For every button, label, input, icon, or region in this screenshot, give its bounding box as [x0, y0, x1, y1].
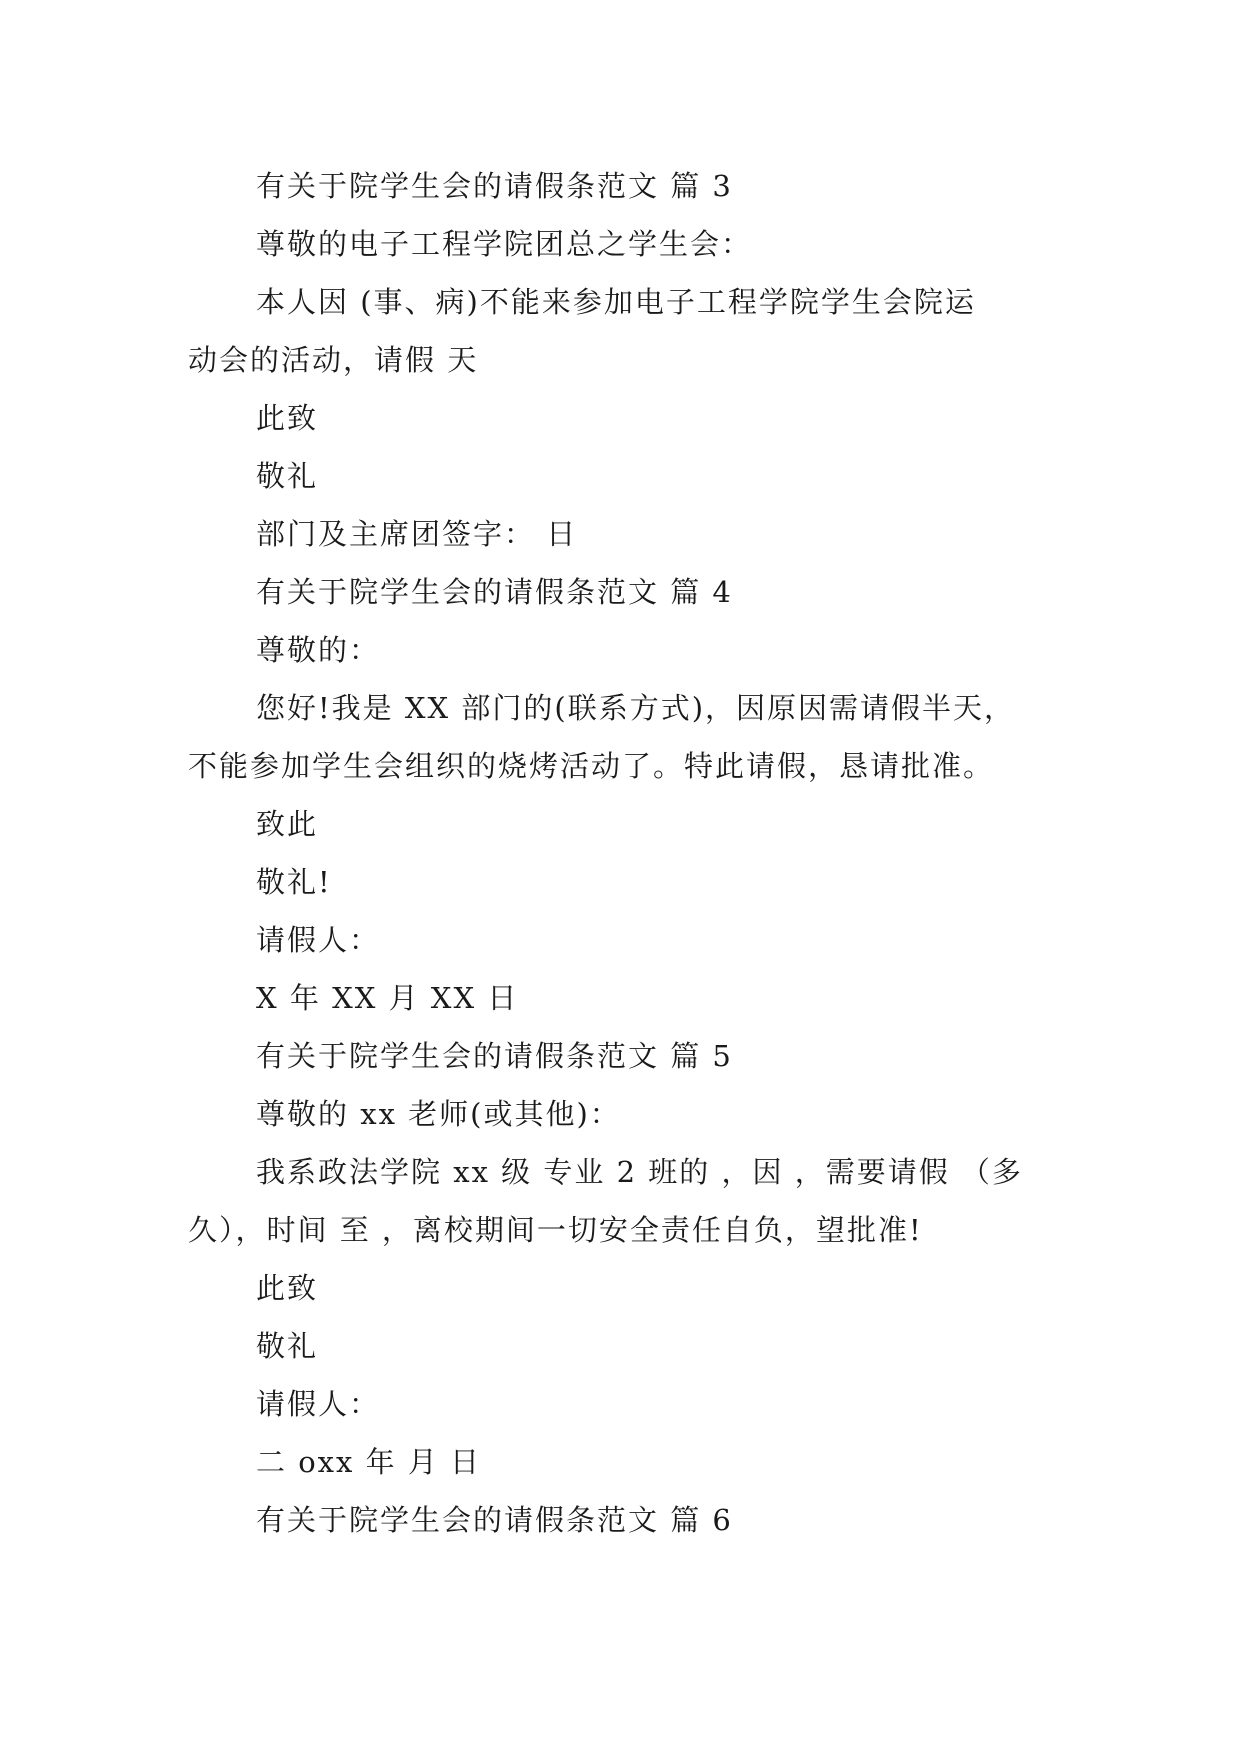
- closing-phrase: 此致: [256, 401, 319, 435]
- applicant-line: 请假人：: [256, 1387, 381, 1421]
- salutation: 尊敬的：: [256, 633, 381, 667]
- date-line: 二 oxx 年 月 日: [256, 1445, 482, 1479]
- applicant-line: 请假人：: [256, 923, 381, 957]
- closing-phrase: 此致: [256, 1271, 319, 1305]
- closing-regards: 敬礼: [256, 1329, 319, 1363]
- body-paragraph: 您好!我是 XX 部门的(联系方式)，因原因需请假半天，: [256, 691, 1016, 725]
- section-heading-4: 有关于院学生会的请假条范文 篇 4: [256, 575, 733, 609]
- section-heading-3: 有关于院学生会的请假条范文 篇 3: [256, 169, 733, 203]
- closing-phrase: 致此: [256, 807, 319, 841]
- section-heading-6: 有关于院学生会的请假条范文 篇 6: [256, 1503, 733, 1537]
- body-paragraph: 本人因 (事、病)不能来参加电子工程学院学生会院运: [256, 285, 976, 319]
- salutation: 尊敬的 xx 老师(或其他)：: [256, 1097, 621, 1131]
- body-paragraph-continuation: 不能参加学生会组织的烧烤活动了。特此请假，恳请批准。: [188, 749, 995, 783]
- body-paragraph-continuation: 动会的活动，请假 天: [188, 343, 479, 377]
- closing-regards: 敬礼!: [256, 865, 332, 899]
- salutation: 尊敬的电子工程学院团总之学生会：: [256, 227, 753, 261]
- closing-regards: 敬礼: [256, 459, 319, 493]
- section-heading-5: 有关于院学生会的请假条范文 篇 5: [256, 1039, 733, 1073]
- date-line: X 年 XX 月 XX 日: [256, 981, 519, 1015]
- signature-line: 部门及主席团签字： 日: [256, 517, 578, 551]
- body-paragraph-continuation: 久），时间 至 ，离校期间一切安全责任自负，望批准!: [188, 1213, 923, 1247]
- body-paragraph: 我系政法学院 xx 级 专业 2 班的 ，因 ，需要请假 （多: [256, 1155, 1023, 1189]
